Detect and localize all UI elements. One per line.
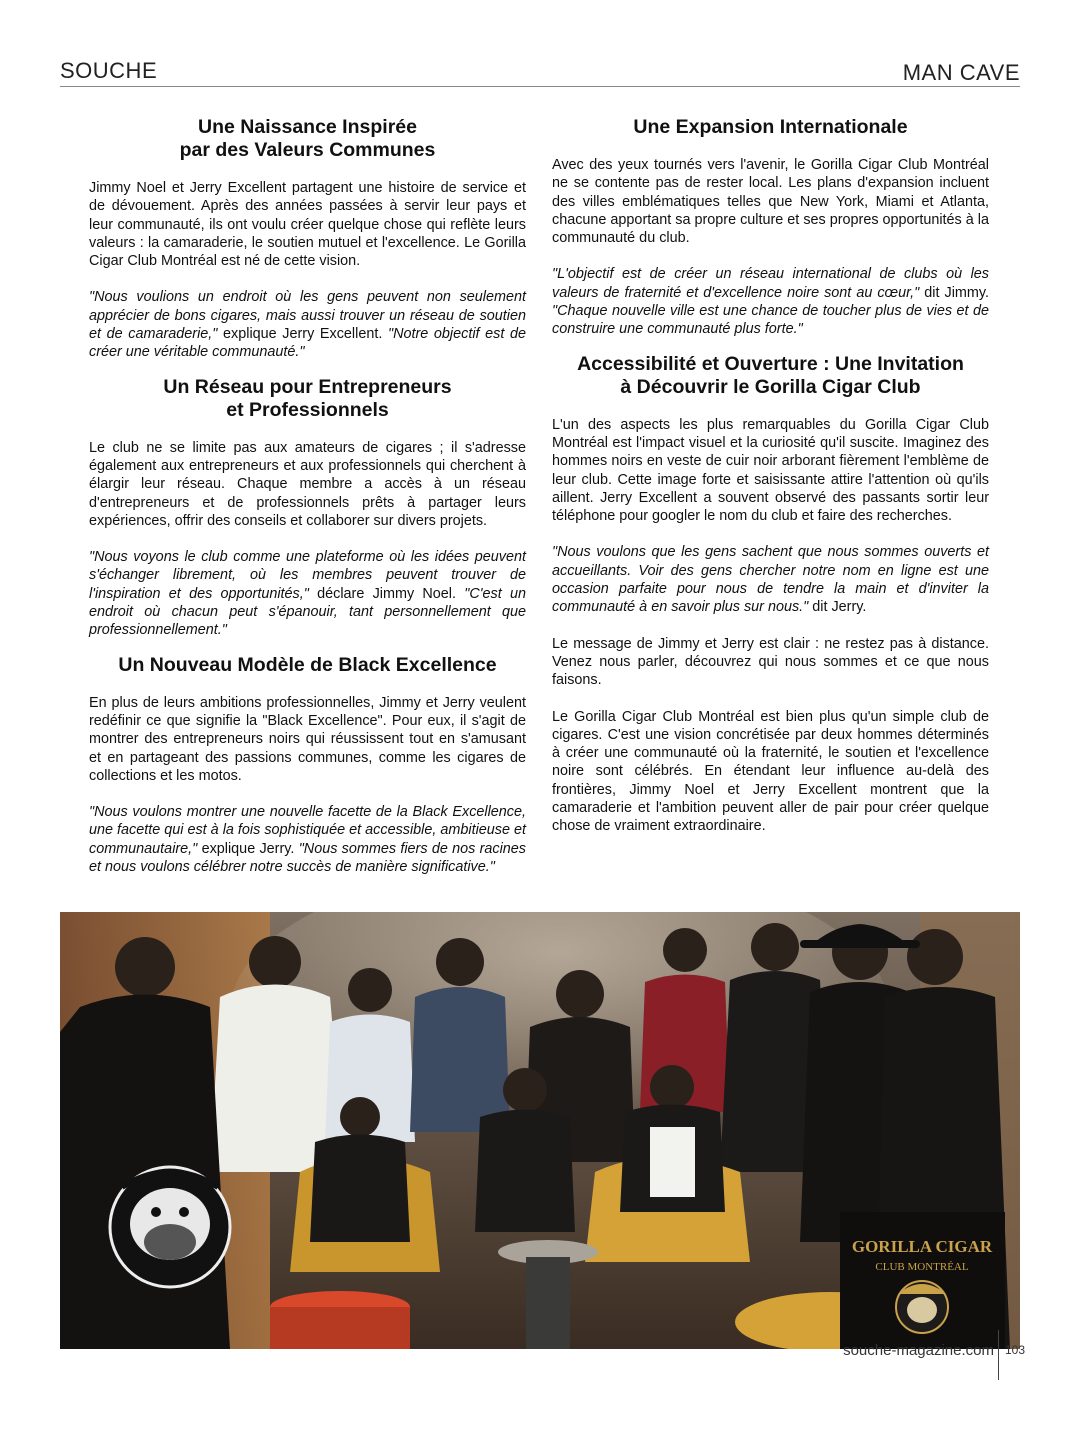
footer-divider xyxy=(998,1330,999,1380)
header-divider xyxy=(60,86,1020,87)
section-heading: Un Réseau pour Entrepreneurs et Professionnels xyxy=(163,375,452,421)
paragraph: Jimmy Noel et Jerry Excellent partagent une histoire de service et de dévouement. Après des années passées à servir leur pays et leur communauté, ils ont voulu créer quelque chose qui reflète leurs valeurs : la camaraderie, le soutien mutuel et l'excellence. Le Gorilla Cigar Club Montréal est né de cette vision. xyxy=(89,180,526,270)
quote-paragraph: "L'objectif est de créer un réseau international de clubs où les valeurs de fraternité et d'excellence noire sont au cœur," dit Jimmy. "Chaque nouvelle ville est une chance de toucher plus de vies et de construire une communauté plus forte." xyxy=(552,266,990,338)
group-photo xyxy=(60,912,1020,1349)
page-number: 103 xyxy=(1005,1343,1026,1357)
gorilla-logo xyxy=(110,1167,230,1287)
club-jacket xyxy=(840,1212,1005,1349)
group-photo-illustration xyxy=(60,912,1020,1349)
section-heading: Accessibilité et Ouverture : Une Invitation à Découvrir le Gorilla Cigar Club xyxy=(577,352,964,398)
section-heading: Une Expansion Internationale xyxy=(633,116,908,138)
paragraph: L'un des aspects les plus remarquables du Gorilla Cigar Club Montréal est l'impact visuel et la curiosité qu'il suscite. Imaginez des hommes noirs en veste de cuir noir arborant fièrement l'emblème de leur club. Cette image forte et saisissante attire l'attention où qu'ils aillent. Jerry Excellent a souvent observé des passants sortir leur téléphone pour googler le nom du club et faire des recherches. xyxy=(552,416,989,525)
quote-paragraph: "Nous voulons que les gens sachent que nous sommes ouverts et accueillants. Voir des gens chercher notre nom en ligne est une occasion parfaite pour nous de tendre la main et d'inviter la communauté à en savoir plus sur nous." dit Jerry. xyxy=(552,544,989,616)
paragraph: Le club ne se limite pas aux amateurs de cigares ; il s'adresse également aux entrepreneurs et aux professionnels qui cherchent à élargir leur réseau. Chaque membre a accès à un réseau d'entrepreneurs et de professionnels prêts à partager leurs expériences, offrir des conseils et collaborer sur divers projets. xyxy=(89,439,526,529)
paragraph: Le Gorilla Cigar Club Montréal est bien plus qu'un simple club de cigares. C'est une vision concrétisée par deux hommes déterminés à créer une communauté où la fraternité, le soutien et l'excellence noire sont célébrés. En étendant leur influence au-delà des frontières, Jimmy Noel et Jerry Excellent montrent que la camaraderie et l'ambition peuvent aller de pair pour créer quelque chose de vraiment extraordinaire. xyxy=(552,708,989,835)
quote-paragraph: "Nous voulons montrer une nouvelle facette de la Black Excellence, une facette qui est à la fois sophistiquée et accessible, ambitieuse et communautaire," explique Jerry. "Nous sommes fiers de nos racines et nous voulons célébrer notre succès de manière significative." xyxy=(89,804,526,876)
quote-paragraph: "Nous voyons le club comme une plateforme où les idées peuvent s'échanger librement, où les membres peuvent trouver de l'inspiration et des opportunités," déclare Jimmy Noel. "C'est un endroit où chacun peut s'épanouir, tant personnellement que professionnellement." xyxy=(89,549,526,639)
footer-url: souche-magazine.com xyxy=(843,1342,994,1359)
paragraph: En plus de leurs ambitions professionnelles, Jimmy et Jerry veulent redéfinir ce que signifie la "Black Excellence". Pour eux, il s'agit de montrer des entrepreneurs noirs qui réussissent tout en s'amusant et en partageant des passions communes, comme les cigares de collections et les motos. xyxy=(89,694,526,784)
left-column xyxy=(89,116,526,876)
magazine-name: SOUCHE xyxy=(60,58,158,83)
section-heading: Une Naissance Inspirée par des Valeurs Communes xyxy=(179,116,436,161)
section-name: MAN CAVE xyxy=(902,60,1020,85)
section-heading: Un Nouveau Modèle de Black Excellence xyxy=(118,653,497,676)
paragraph: Avec des yeux tournés vers l'avenir, le Gorilla Cigar Club Montréal ne se contente pas de rester local. Les plans d'expansion incluent des villes emblématiques telles que New York, Miami et Atlanta, chacune apportant sa propre culture et ses propres opportunités à la communauté du club. xyxy=(552,157,989,247)
quote-paragraph: "Nous voulions un endroit où les gens peuvent non seulement apprécier de bons cigares, mais aussi trouver un réseau de soutien et de camaraderie," explique Jerry Excellent. "Notre objectif est de créer une véritable communauté." xyxy=(89,289,527,361)
jacket-text-line1: GORILLA CIGAR xyxy=(851,1237,993,1256)
paragraph: Le message de Jimmy et Jerry est clair : ne restez pas à distance. Venez nous parler, découvrez qui nous sommes et ce que nous faisons. xyxy=(552,635,989,689)
jacket-text-line2: CLUB MONTRÉAL xyxy=(875,1261,969,1273)
right-column xyxy=(552,116,989,836)
